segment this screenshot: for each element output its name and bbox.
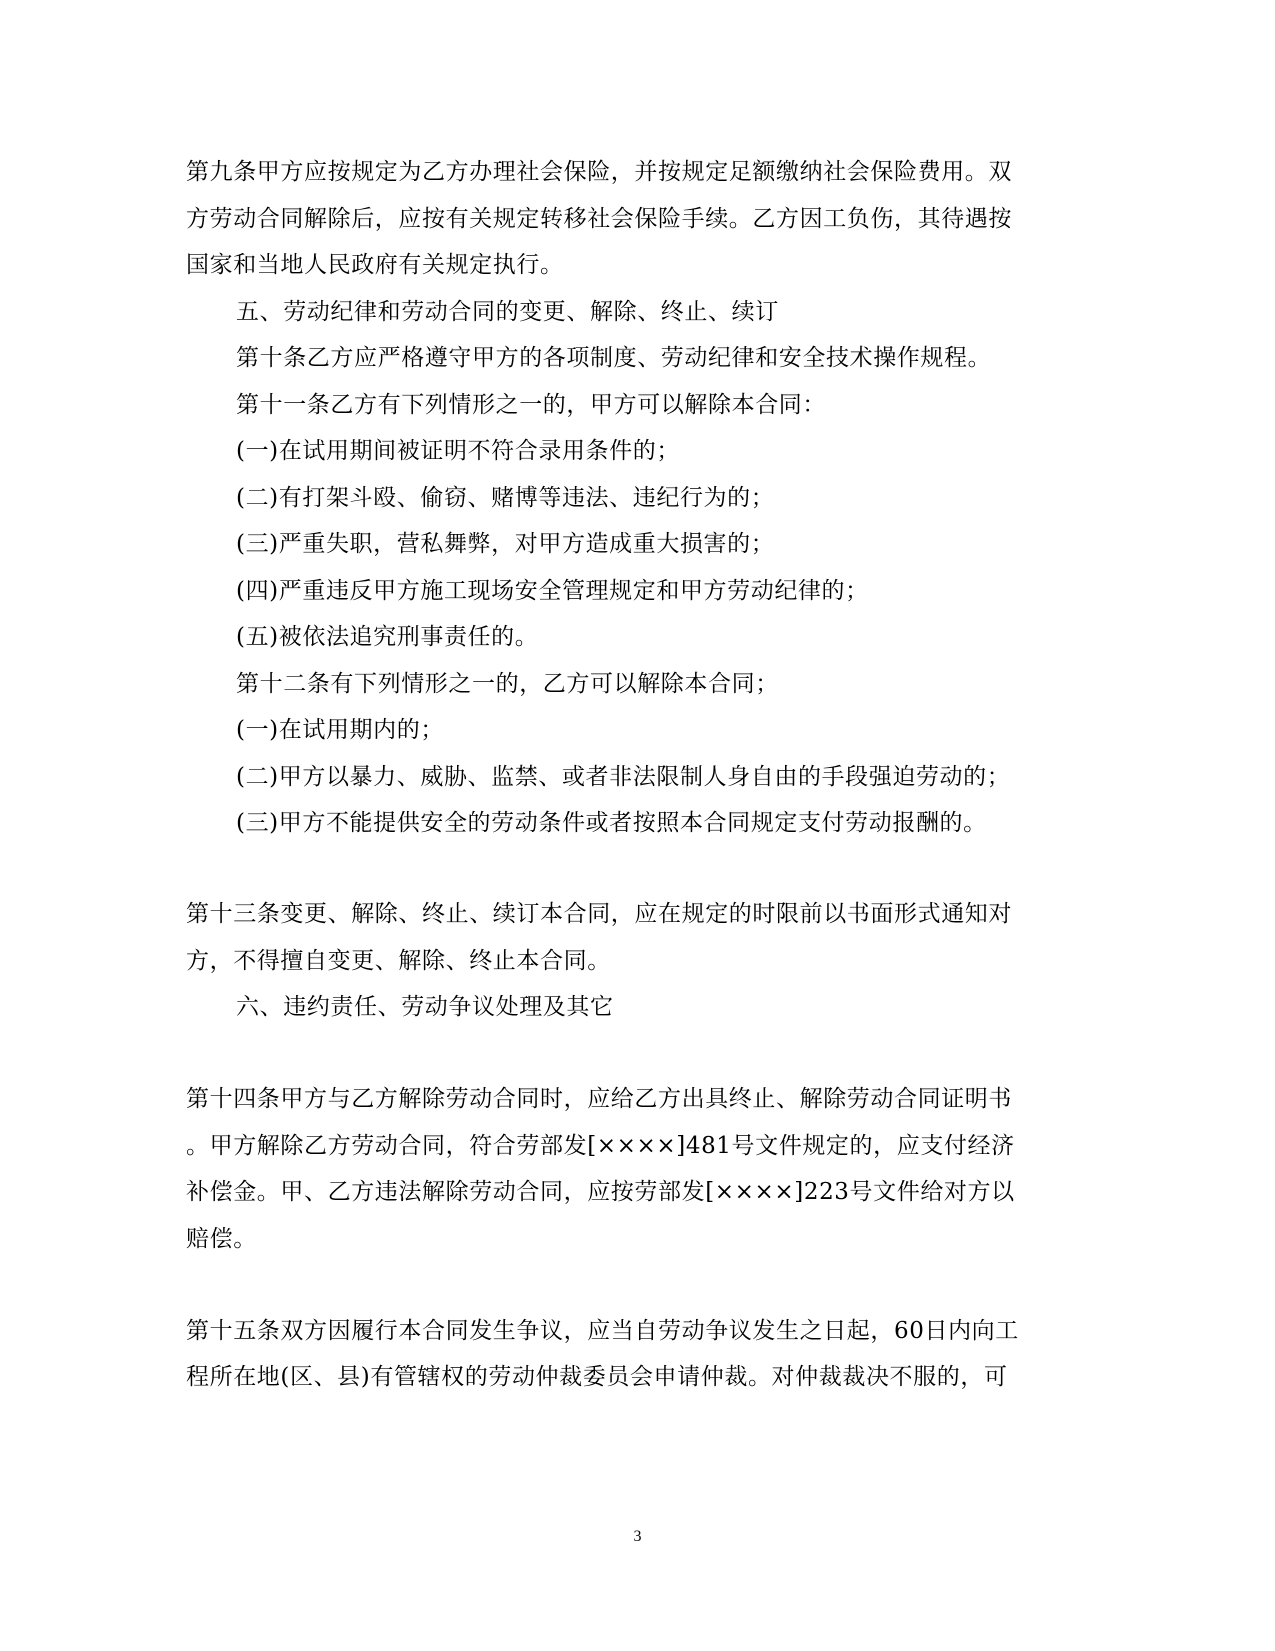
list-item: (一)在试用期内的； bbox=[236, 717, 444, 743]
list-item: (一)在试用期间被证明不符合录用条件的； bbox=[236, 438, 680, 464]
text-line: 第十二条有下列情形之一的，乙方可以解除本合同； bbox=[236, 671, 779, 697]
text-line: 方，不得擅自变更、解除、终止本合同。 bbox=[186, 948, 611, 974]
section-heading: 五、劳动纪律和劳动合同的变更、解除、终止、续订 bbox=[236, 299, 779, 325]
text-line: 补偿金。甲、乙方违法解除劳动合同，应按劳部发[××××]223号文件给对方以 bbox=[186, 1179, 1015, 1205]
text-line: 第十一条乙方有下列情形之一的，甲方可以解除本合同： bbox=[236, 392, 826, 418]
list-item: (三)严重失职，营私舞弊，对甲方造成重大损害的； bbox=[236, 531, 775, 557]
text-line: 第十三条变更、解除、终止、续订本合同，应在规定的时限前以书面形式通知对 bbox=[186, 901, 1012, 927]
list-item: (四)严重违反甲方施工现场安全管理规定和甲方劳动纪律的； bbox=[236, 578, 869, 604]
text-line: 赔偿。 bbox=[186, 1226, 257, 1252]
text-line: 第十条乙方应严格遵守甲方的各项制度、劳动纪律和安全技术操作规程。 bbox=[236, 345, 992, 371]
text-line: 第十四条甲方与乙方解除劳动合同时，应给乙方出具终止、解除劳动合同证明书 bbox=[186, 1086, 1012, 1112]
text-line: 第十五条双方因履行本合同发生争议，应当自劳动争议发生之日起，60日内向工 bbox=[186, 1318, 1019, 1344]
page-number: 3 bbox=[633, 1528, 642, 1545]
list-item: (二)甲方以暴力、威胁、监禁、或者非法限制人身自由的手段强迫劳动的； bbox=[236, 764, 1011, 790]
section-heading: 六、违约责任、劳动争议处理及其它 bbox=[236, 994, 614, 1020]
text-line: 第九条甲方应按规定为乙方办理社会保险，并按规定足额缴纳社会保险费用。双 bbox=[186, 159, 1012, 185]
list-item: (三)甲方不能提供安全的劳动条件或者按照本合同规定支付劳动报酬的。 bbox=[236, 810, 987, 836]
text-line: 程所在地(区、县)有管辖权的劳动仲裁委员会申请仲裁。对仲裁裁决不服的，可 bbox=[186, 1364, 1008, 1390]
text-line: 。甲方解除乙方劳动合同，符合劳部发[××××]481号文件规定的，应支付经济 bbox=[186, 1133, 1015, 1159]
list-item: (五)被依法追究刑事责任的。 bbox=[236, 624, 539, 650]
text-line: 国家和当地人民政府有关规定执行。 bbox=[186, 252, 564, 278]
text-line: 方劳动合同解除后，应按有关规定转移社会保险手续。乙方因工负伤，其待遇按 bbox=[186, 206, 1012, 232]
list-item: (二)有打架斗殴、偷窃、赌博等违法、违纪行为的； bbox=[236, 485, 775, 511]
